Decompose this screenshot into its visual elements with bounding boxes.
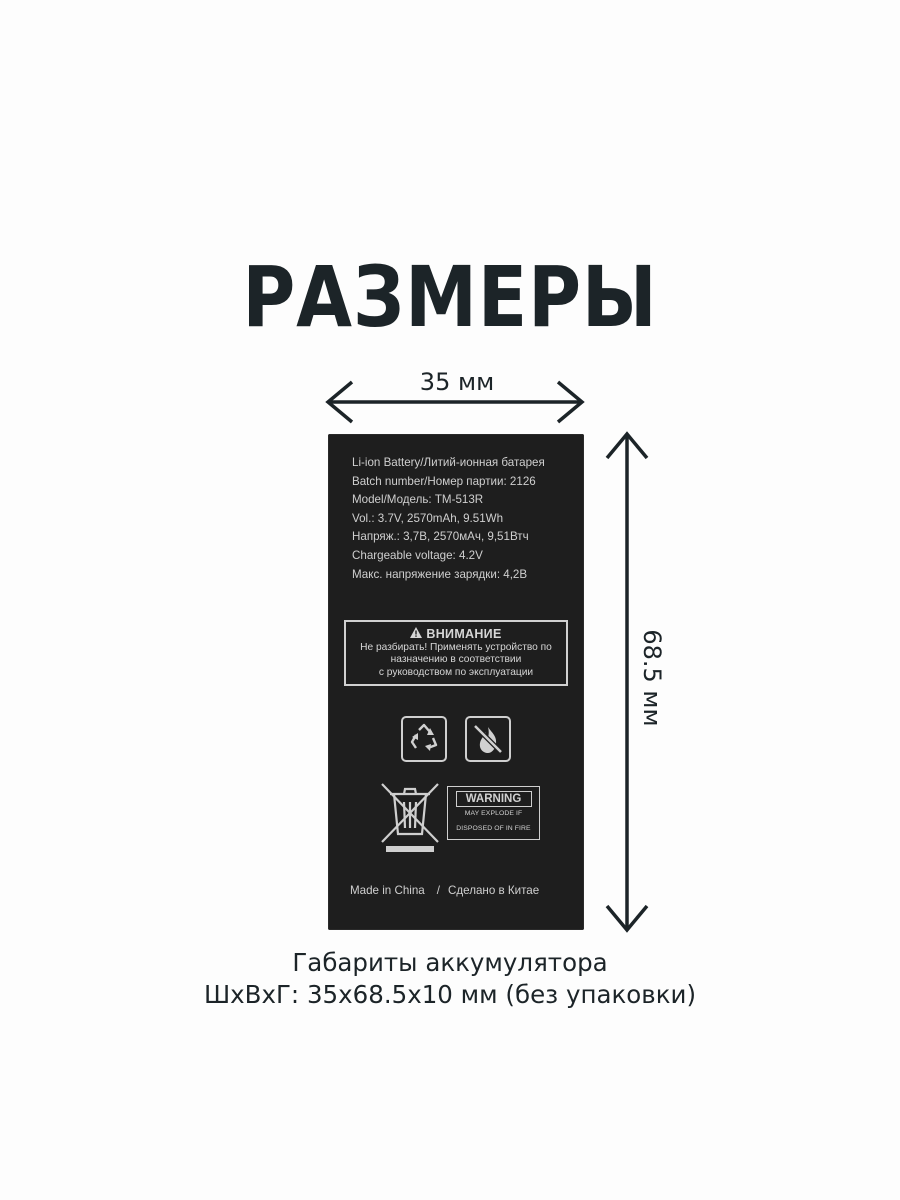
warning-label-line: MAY EXPLODE IF <box>464 810 523 817</box>
warning-triangle-icon <box>410 627 422 642</box>
caption-line-1: Габариты аккумулятора <box>292 948 608 977</box>
caption-line-2: ШхВхГ: 35х68.5х10 мм (без упаковки) <box>203 980 697 1009</box>
caution-title-text: ВНИМАНИЕ <box>426 627 502 641</box>
crossed-bin-icon <box>378 780 442 854</box>
made-in-line <box>350 884 570 897</box>
caution-line: Не разбирать! Применять устройство по <box>360 642 552 653</box>
spec-line: Li-ion Battery/Литий-ионная батарея <box>352 456 545 469</box>
spec-line: Chargeable voltage: 4.2V <box>352 548 483 562</box>
warning-label-title: WARNING <box>456 791 532 807</box>
made-in-ru: Сделано в Китае <box>448 884 540 897</box>
recycle-icon <box>401 716 447 762</box>
caution-line: с руководством по эксплуатации <box>378 666 534 678</box>
page-title: РАЗМЕРЫ <box>242 248 658 346</box>
caution-title <box>346 627 566 642</box>
caution-line: назначению в соответствии <box>390 654 522 666</box>
spec-line: Batch number/Номер партии: 2126 <box>352 474 536 488</box>
height-label: 68.5 мм <box>638 629 666 727</box>
warning-explode-label <box>447 786 540 840</box>
spec-line: Напряж.: 3,7В, 2570мАч, 9,51Втч <box>352 530 529 544</box>
no-fire-icon <box>465 716 511 762</box>
warning-label-line: DISPOSED OF IN FIRE <box>456 825 531 832</box>
width-label: 35 мм <box>419 368 495 396</box>
spec-line: Model/Модель: TM-513R <box>352 493 484 507</box>
battery-spec-lines <box>352 454 578 584</box>
caution-box <box>344 620 568 686</box>
made-in-separator: / <box>436 884 440 897</box>
spec-line: Макс. напряжение зарядки: 4,2В <box>352 567 528 581</box>
battery-image <box>328 434 584 930</box>
spec-line: Vol.: 3.7V, 2570mAh, 9.51Wh <box>352 511 504 525</box>
made-in-en: Made in China <box>350 884 425 897</box>
